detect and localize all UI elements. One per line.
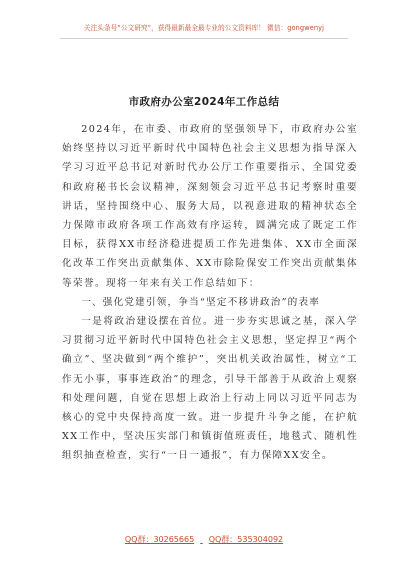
body-paragraph: 一是将政治建设摆在首位。进一步夯实思诚之基，深入学习贯彻习近平新时代中国特色社会主义思想，坚定捍卫“两个确立”、坚决做到“两个维护”，突出机关政治属性，树立“工作无小事，事事连政治”的理念，引导干部善于从政治上观察和处理问题，自觉在思想上政治上行动上同以习近平同志为核心的党中央保持高度一致。进一步提升斗争之能，在护航XX工作中，坚决压实部门和镇街值班责任，地毯式、随机性组织抽查检查，实行“一日一通报”，有力保障XX安全。	[62, 316, 358, 462]
promo-header: 关注头条号“公文研究”，获得最新最全最专业的公文资料库！ 微信：gongwenyj	[83, 24, 325, 32]
header-divider	[60, 38, 348, 39]
qq-group-2: QQ群：535304092	[208, 535, 284, 544]
qq-group-1: QQ群：30265665	[124, 535, 195, 544]
qq-group-footer	[0, 534, 408, 545]
document-title: 市政府办公室2024年工作总结	[128, 96, 280, 108]
section-heading: 一、强化党建引领，争当“坚定不移讲政治”的表率	[81, 296, 321, 308]
document-body	[62, 120, 358, 466]
intro-paragraph: 2024年，在市委、市政府的坚强领导下，市政府办公室始终坚持以习近平新时代中国特色社会主义思想为指导深入学习习近平总书记对新时代办公厅工作重要指示、全国党委和政府秘书长会议精神，深刻领会习近平总书记考察时重要讲话，坚持围绕中心、服务大局，以视意进取的精神状态全力保障市政府各项工作高效有序运转，圆满完成了既定工作目标，获得XX市经济稳进提质工作先进集体、XX市全面深化改革工作突出贡献集体、XX市除险保安工作突出贡献集体等荣誉。现将一年来有关工作总结如下：	[62, 124, 358, 289]
